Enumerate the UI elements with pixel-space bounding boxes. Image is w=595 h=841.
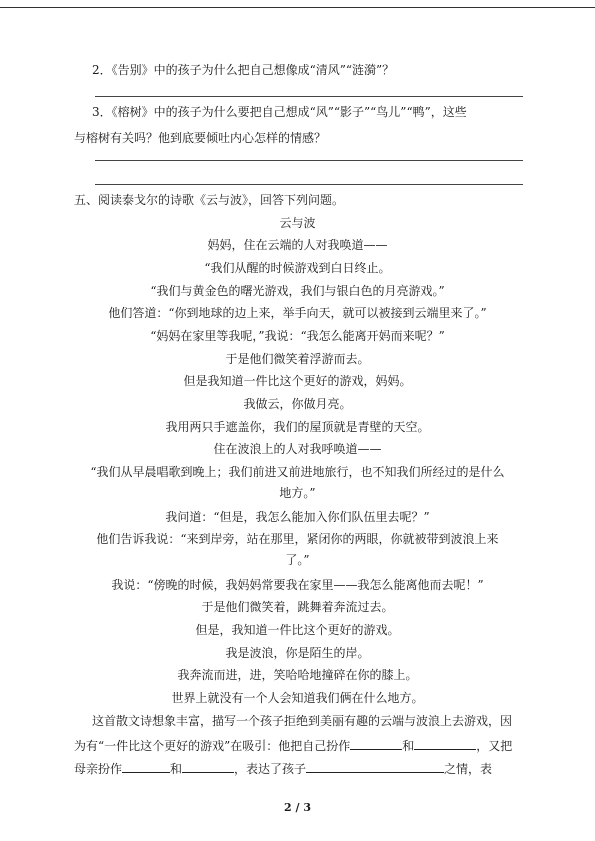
fill-in-blank[interactable] [414, 737, 476, 750]
poem-line: 于是他们微笑着，跳舞着奔流过去。 [201, 600, 394, 614]
poem-line: 妈妈，住在云端的人对我唤道—— [207, 238, 388, 252]
paragraph-line-3 [74, 760, 492, 776]
paragraph-text: ，又把 [476, 739, 513, 753]
poem-line: 了。” [285, 553, 310, 567]
poem-line: “我们与黄金色的曙光游戏，我们与银白色的月亮游戏。” [150, 284, 445, 298]
paragraph-text: ，表达了孩子 [234, 762, 307, 776]
poem-line: 世界上就没有一个人会知道我们俩在什么地方。 [171, 691, 424, 705]
poem-line: “妈妈在家里等我呢，”我说：“我怎么能离开妈而来呢？” [150, 329, 445, 343]
paragraph-text: 母亲扮作 [74, 762, 123, 776]
question-3-line-2: 与榕树有关吗？他到底要倾吐内心怎样的情感？ [74, 131, 327, 145]
fill-in-blank[interactable] [350, 737, 402, 750]
paragraph-line-2 [74, 737, 512, 753]
poem-title: 云与波 [279, 216, 316, 230]
poem-line: 于是他们微笑着浮游而去。 [225, 352, 370, 366]
poem-line: 他们告诉我说：“来到岸旁，站在那里，紧闭你的两眼，你就被带到波浪上来 [96, 532, 499, 546]
poem-line: 他们答道：“你到地球的边上来，举手向天，就可以被接到云端里来了。” [108, 306, 487, 320]
paragraph-text: 和 [170, 762, 183, 776]
poem-line: 住在波浪上的人对我呼唤道—— [213, 442, 382, 456]
page-number: 2 / 3 [284, 801, 311, 814]
poem-line: 我说：“傍晚的时候，我妈妈常要我在家里——我怎么能离他而去呢！” [111, 578, 484, 592]
poem-line: 我用两只手遮盖你，我们的屋顶就是青壁的天空。 [165, 420, 430, 434]
section-5-heading: 五、阅读泰戈尔的诗歌《云与波》，回答下列问题。 [74, 193, 345, 207]
poem-line: 但是，我知道一件比这个更好的游戏。 [195, 623, 400, 637]
poem-line: 但是我知道一件比这个更好的游戏，妈妈。 [183, 374, 412, 388]
fill-in-blank[interactable] [182, 760, 234, 773]
paragraph-text: 之情，表 [444, 762, 493, 776]
answer-line [95, 96, 523, 97]
top-rule [0, 7, 595, 8]
poem-line: “我们从醒的时候游戏到白日终止。 [204, 261, 391, 275]
answer-line [95, 184, 523, 185]
poem-line: 我是波浪，你是陌生的岸。 [225, 646, 370, 660]
answer-line [95, 160, 523, 161]
poem-line: 我奔流而进，进，笑哈哈地撞碎在你的膝上。 [177, 668, 418, 682]
paragraph-text: 为有“一件比这个更好的游戏”在吸引：他把自己扮作 [74, 739, 351, 753]
fill-in-blank[interactable] [306, 760, 444, 773]
paragraph-line-1: 这首散文诗想象丰富，描写一个孩子拒绝到美丽有趣的云端与波浪上去游戏，因 [92, 714, 513, 728]
paragraph-text: 和 [402, 739, 415, 753]
poem-line: “我们从早晨唱歌到晚上；我们前进又前进地旅行，也不知我们所经过的是什么 [90, 465, 505, 479]
poem-line: 地方。” [279, 486, 316, 500]
fill-in-blank[interactable] [122, 760, 170, 773]
poem-line: 我做云，你做月亮。 [243, 397, 352, 411]
question-2: 2．《告别》中的孩子为什么把自己想像成“清风”“涟漪”？ [92, 63, 395, 77]
poem-line: 我问道：“但是，我怎么能加入你们队伍里去呢？” [165, 510, 430, 524]
question-3-line-1: 3．《榕树》中的孩子为什么要把自己想成“风”“影子”“鸟儿”“鸭”，这些 [92, 105, 467, 119]
